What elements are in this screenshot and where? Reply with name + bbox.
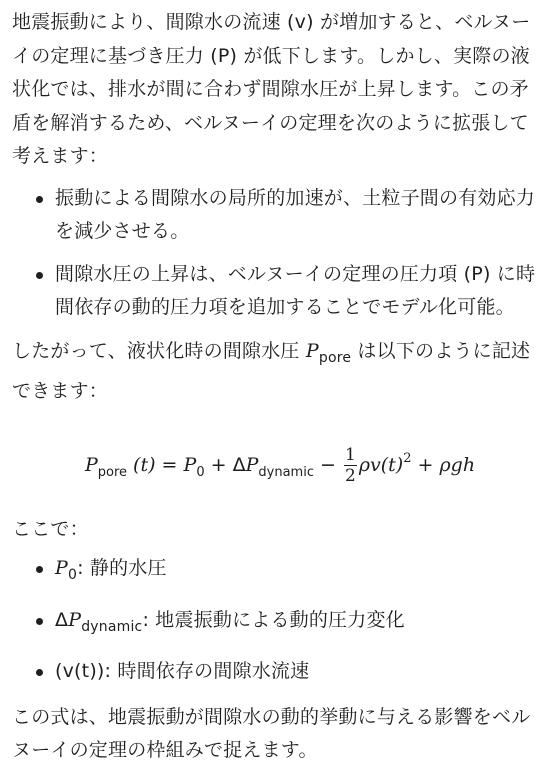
list-item [12, 604, 548, 645]
list-item-text: (v(t)): 時間依存の間隙水流速 [55, 660, 310, 682]
one-half-fraction: $\frac{1}{2}$ [345, 445, 356, 486]
list-item-text: : 地震振動による動的圧力変化 [142, 608, 405, 631]
formula-intro-paragraph [12, 335, 548, 409]
bullet-icon [36, 566, 43, 573]
closing-paragraph: この式は、地震振動が間隙水の動的挙動に与える影響をベルヌーイの定理の枠組みで捉えます。 [12, 705, 531, 761]
pore-pressure-symbol: $P_{pore}$ [305, 339, 352, 366]
list-item [12, 655, 548, 689]
list-item [12, 258, 548, 325]
formula-intro-after: は以下のように記述できます： [12, 339, 531, 402]
bullet-icon [36, 669, 43, 676]
bullet-icon [36, 272, 43, 279]
mechanism-list [12, 182, 548, 325]
formula-intro-before: したがって、液状化時の間隙水圧 [12, 339, 306, 362]
static-pressure-symbol: $P_0$ [55, 557, 78, 583]
definitions-list [12, 552, 548, 689]
document-body [12, 6, 548, 768]
intro-paragraph: 地震振動により、間隙水の流速 (v) が増加すると、ベルヌーイの定理に基づき圧力 (P) が低下します。しかし、実際の液状化では、排水が間に合わず間隙水圧が上昇します。この矛盾を解消するため、ベルヌーイの定理を次のように拡張して考えます： [12, 11, 531, 167]
list-item-text: : 静的水圧 [77, 557, 167, 579]
list-item [12, 552, 548, 593]
dynamic-pressure-symbol: $\Delta P_{dynamic}$ [55, 608, 143, 635]
list-item-text: 間隙水圧の上昇は、ベルヌーイの定理の圧力項 (P) に時間依存の動的圧力項を追加することでモデル化可能。 [55, 262, 536, 318]
where-heading: ここで： [12, 517, 89, 540]
pore-pressure-formula: $P_{pore}$ $(t) = P_0 + \Delta P_{dynamic}$ − $\frac{1}{2}$ $\rho v(t)^2 + \rho gh$ [84, 445, 476, 486]
bullet-icon [36, 196, 43, 203]
list-item-text: 振動による間隙水の局所的加速が、土粒子間の有効応力を減少させる。 [55, 186, 536, 242]
list-item [12, 182, 548, 249]
bullet-icon [36, 618, 43, 625]
